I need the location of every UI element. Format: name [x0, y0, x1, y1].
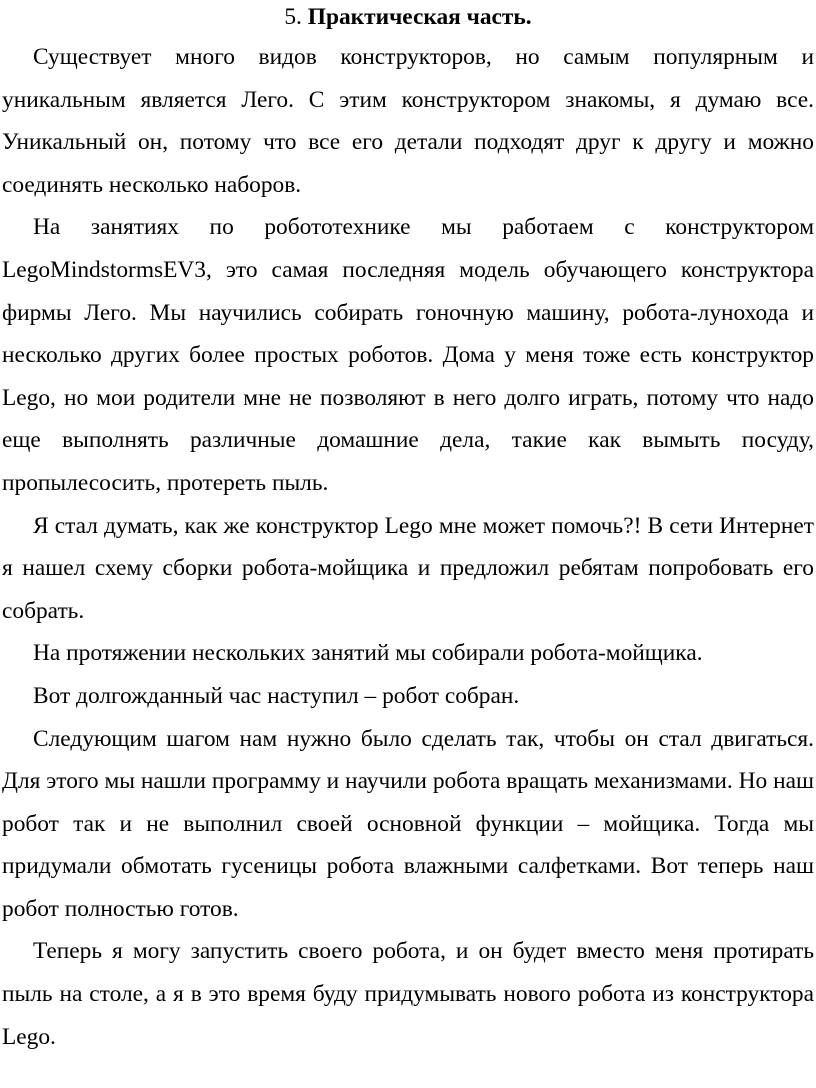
paragraph-6: Следующим шагом нам нужно было сделать так, чтобы он стал двигаться. Для этого мы нашли программу и научили робота вращать механизмами. Но наш робот так и не выполнил своей основной функции – мойщика. Тогда мы придумали обмотать гусеницы робота влажными салфетками. Вот теперь наш робот полностью готов.: [2, 725, 814, 922]
section-number: 5.: [284, 4, 302, 30]
paragraph-7: Теперь я могу запустить своего робота, и он будет вместо меня протирать пыль на столе, а я в это время буду придумывать нового робота из конструктора Lego.: [2, 938, 814, 1050]
paragraph-1: Существует много видов конструкторов, но самым популярным и уникальным является Лего. С этим конструктором знакомы, я думаю все. Уникальный он, потому что все его детали подходят друг к другу и можно соединять несколько наборов.: [2, 44, 814, 198]
paragraph-3: Я стал думать, как же конструктор Lego мне может помочь?! В сети Интернет я нашел схему сборки робота-мойщика и предложил ребятам попробовать его собрать.: [2, 512, 814, 624]
section-heading: [2, 2, 814, 32]
paragraph-4: На протяжении нескольких занятий мы собирали робота-мойщика.: [33, 640, 703, 667]
paragraph-5: Вот долгожданный час наступил – робот собран.: [33, 682, 520, 709]
paragraph-2: На занятиях по робототехнике мы работаем с конструктором LegoMindstormsEV3, это самая последняя модель обучающего конструктора фирмы Лего. Мы научились собирать гоночную машину, робота-лунохода и несколько других более простых роботов. Дома у меня тоже есть конструктор Lego, но мои родители мне не позволяют в него долго играть, потому что надо еще выполнять различные домашние дела, такие как вымыть посуду, пропылесосить, протереть пыль.: [2, 214, 814, 496]
section-title: Практическая часть.: [307, 4, 532, 30]
